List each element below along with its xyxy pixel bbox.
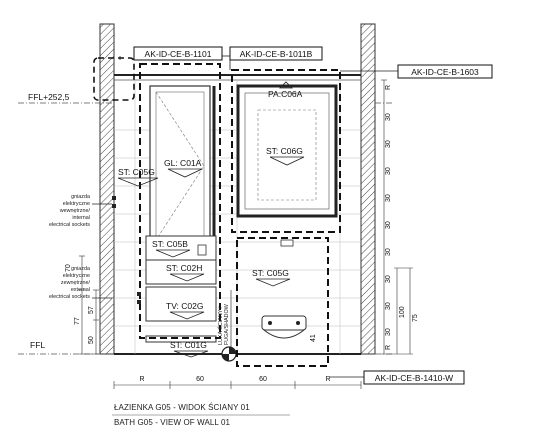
dim-left-50: 50 [88,336,95,344]
tag-1011b: AK-ID-CE-B-1011B [239,49,313,59]
right-wall-hatch [361,24,375,354]
svg-text:electrical sockets: electrical sockets [48,222,90,228]
shower-mixer [198,245,206,255]
svg-text:GL: C01A: GL: C01A [164,158,202,168]
svg-text:LUKA ŚCIANY /: LUKA ŚCIANY / [218,306,224,345]
dim-right-30-6: 30 [385,248,392,256]
svg-text:ST: C05B: ST: C05B [152,239,188,249]
caption-title-en: BATH G05 - VIEW OF WALL 01 [114,418,231,427]
note-sockets-internal [49,194,91,228]
dim-right-r-top: R [385,84,392,90]
svg-text:FUGA/SHADOW: FUGA/SHADOW [224,304,230,345]
svg-text:gniazda: gniazda [71,266,90,272]
flush-plate [281,240,293,246]
dims-bottom [114,381,361,389]
svg-text:ST: C02H: ST: C02H [166,263,203,273]
svg-text:internal: internal [72,215,90,221]
caption-title-pl: ŁAZIENKA G05 - WIDOK ŚCIANY 01 [114,403,250,412]
code-st-c05g-right [252,268,290,286]
wc-fixing-left [268,321,272,325]
svg-text:elektryczne: elektryczne [62,273,90,279]
dim-right-30-5: 30 [385,221,392,229]
svg-text:electrical sockets: electrical sockets [48,294,90,300]
level-label-ffl: FFL [30,340,46,350]
wc-bowl [264,330,304,338]
dim-bottom-60-left: 60 [196,376,204,383]
svg-text:wewnętrzne/: wewnętrzne/ [59,208,90,214]
svg-text:ST: C05G: ST: C05G [252,268,289,278]
svg-text:PA:C06A: PA:C06A [268,89,303,99]
dim-bottom-r-left: R [139,376,145,383]
left-wall-hatch [100,24,114,354]
dim-left-77: 77 [74,317,81,325]
dim-bottom-60-right: 60 [259,376,267,383]
tag-1101: AK-ID-CE-B-1101 [144,49,212,59]
dim-right-r-bottom: R [385,344,392,350]
dim-right-75: 75 [412,314,419,322]
svg-text:ST: C06G: ST: C06G [266,146,303,156]
note-hatch [216,303,230,345]
dim-right-30-3: 30 [385,167,392,175]
dim-right-30-1: 30 [385,113,392,121]
dim-right-30-8: 30 [385,302,392,310]
dim-left-57: 57 [88,306,95,314]
dim-right-30-9: 30 [385,328,392,336]
dim-right-100: 100 [399,306,406,318]
svg-text:ST: C01G: ST: C01G [170,340,207,350]
svg-text:elektryczne: elektryczne [62,201,90,207]
tag-1410-boundary [237,238,328,366]
level-label-top: FFL+252,5 [28,92,70,102]
svg-text:gniazda: gniazda [71,194,90,200]
dim-41: 41 [310,334,317,342]
tag-1410: AK-ID-CE-B-1410-W [374,373,454,383]
dim-right-30-4: 30 [385,194,392,202]
dim-left-70: 70 [65,264,72,272]
dim-right-30-7: 30 [385,275,392,283]
dim-right-30-2: 30 [385,140,392,148]
svg-text:external: external [70,287,90,293]
tag-1603: AK-ID-CE-B-1603 [411,67,479,77]
svg-text:zewnętrzne/: zewnętrzne/ [60,280,90,286]
wc-fixing-right [296,321,300,325]
svg-text:ST: C05G: ST: C05G [118,167,155,177]
svg-text:TV: C02G: TV: C02G [166,301,204,311]
dim-bottom-r-right: R [325,376,331,383]
